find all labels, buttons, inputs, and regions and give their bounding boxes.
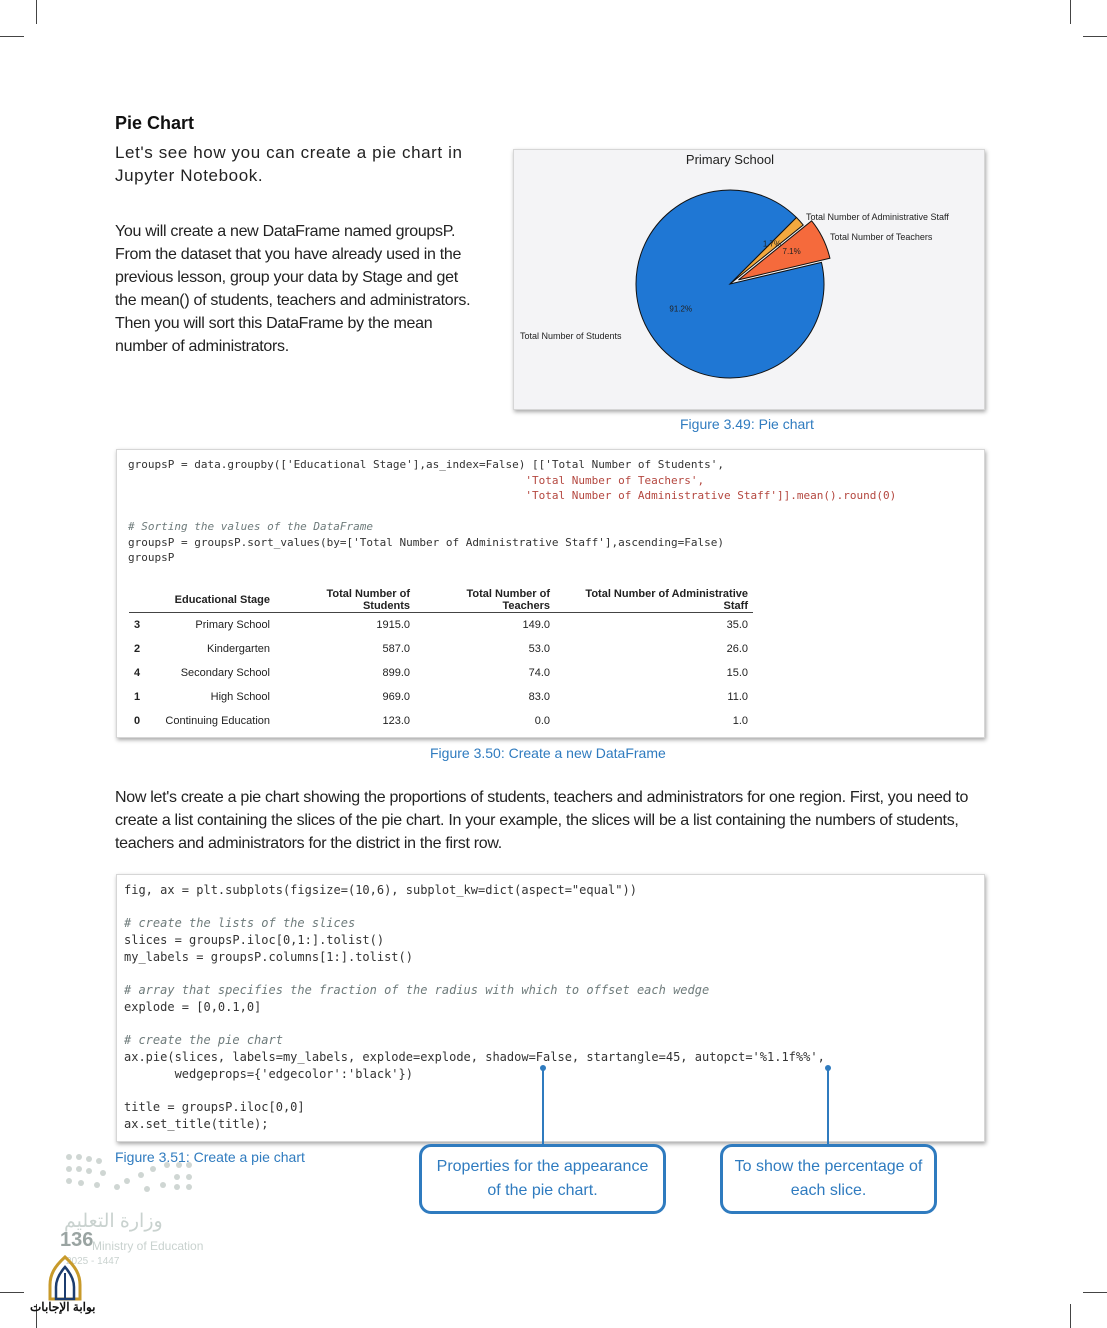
page-number: 136 bbox=[60, 1229, 94, 1251]
ministry-name-arabic: وزارة التعليم bbox=[64, 1211, 163, 1232]
code-line: ax.pie(slices, labels=my_labels, explode=explode, shadow=False, startangle=45, autopct='%1.1f%%', bbox=[124, 1050, 825, 1065]
table-cell: Secondary School bbox=[180, 667, 270, 679]
table-cell: 0.0 bbox=[534, 715, 550, 727]
intro-paragraph: Let's see how you can create a pie chart in Jupyter Notebook. bbox=[115, 143, 463, 185]
table-cell: 969.0 bbox=[382, 691, 410, 703]
crop-mark bbox=[1083, 1292, 1107, 1293]
code-line: groupsP bbox=[128, 551, 175, 564]
pie-percent-label: 1.7% bbox=[762, 239, 782, 249]
table-index: 0 bbox=[134, 715, 141, 727]
table-index: 4 bbox=[134, 667, 141, 679]
crop-mark bbox=[1070, 1304, 1071, 1328]
pie-slice-label: Total Number of Administrative Staff bbox=[806, 212, 949, 222]
table-header-cell: Total Number of Teachers bbox=[415, 588, 555, 613]
code-line: 'Total Number of Administrative Staff']].mean().round(0) bbox=[128, 489, 897, 502]
pie-percent-label: 7.1% bbox=[782, 246, 801, 256]
callout-autopct: To show the percentage of each slice. bbox=[720, 1144, 937, 1214]
callout-connector bbox=[542, 1070, 544, 1146]
table-index: 1 bbox=[134, 691, 141, 703]
pie-percent-label: 91.2% bbox=[669, 304, 693, 314]
pie-chart-figure bbox=[513, 149, 985, 410]
dataframe-table bbox=[129, 588, 753, 733]
figure-349-caption: Figure 3.49: Pie chart bbox=[680, 416, 814, 432]
table-index: 2 bbox=[134, 643, 141, 655]
table-cell: 1.0 bbox=[732, 715, 748, 727]
code-line: fig, ax = plt.subplots(figsize=(10,6), subplot_kw=dict(aspect="equal")) bbox=[124, 883, 637, 897]
figure-350-caption: Figure 3.50: Create a new DataFrame bbox=[430, 745, 666, 761]
code-comment: # create the pie chart bbox=[124, 1033, 283, 1048]
table-cell: 899.0 bbox=[382, 667, 410, 679]
body-paragraph-2: Now let's create a pie chart showing the proportions of students, teachers and administrators for one region. First, you need to create a list containing the slices of the pie chart. In your example, the slices will be a list containing the numbers of students, teachers and administrators for the district in the first row. bbox=[115, 789, 969, 852]
table-cell: 26.0 bbox=[726, 643, 748, 655]
table-cell: High School bbox=[210, 691, 270, 703]
table-cell: 15.0 bbox=[726, 667, 748, 679]
table-cell: Continuing Education bbox=[165, 715, 270, 727]
table-header-cell bbox=[129, 588, 153, 613]
ministry-name-english: Ministry of Education bbox=[92, 1239, 204, 1253]
table-header-cell: Educational Stage bbox=[153, 588, 275, 613]
code-block-pie bbox=[124, 882, 825, 1133]
table-index: 3 bbox=[134, 619, 141, 631]
table-row bbox=[129, 637, 753, 661]
crop-mark bbox=[1070, 0, 1071, 24]
chart-title: Primary School bbox=[685, 152, 775, 167]
table-cell: 74.0 bbox=[528, 667, 550, 679]
pie-chart-svg bbox=[514, 150, 984, 409]
table-header-row bbox=[129, 588, 753, 613]
table-cell: 53.0 bbox=[528, 643, 550, 655]
code-comment: # Sorting the values of the DataFrame bbox=[128, 520, 374, 533]
code-line: slices = groupsP.iloc[0,1:].tolist() bbox=[124, 933, 385, 948]
table-cell: 149.0 bbox=[522, 619, 550, 631]
table-row bbox=[129, 613, 753, 638]
code-line: groupsP = data.groupby(['Educational Stage'],as_index=False) [['Total Number of Students', bbox=[128, 458, 725, 471]
table-row bbox=[129, 661, 753, 685]
pie-slice-label: Total Number of Students bbox=[520, 331, 622, 341]
pie-code-figure bbox=[116, 874, 985, 1142]
crop-mark bbox=[1083, 36, 1107, 37]
table-header-cell: Total Number of Students bbox=[275, 588, 415, 613]
code-line: 'Total Number of Teachers', bbox=[128, 473, 705, 487]
site-logo-text: بوابة الإجابات bbox=[30, 1300, 96, 1314]
table-cell: Kindergarten bbox=[207, 643, 270, 655]
table-cell: 587.0 bbox=[382, 643, 410, 655]
table-cell: Primary School bbox=[195, 619, 270, 631]
callout-wedgeprops: Properties for the appearance of the pie chart. bbox=[419, 1144, 666, 1214]
code-line: my_labels = groupsP.columns[1:].tolist() bbox=[124, 949, 413, 964]
code-line: groupsP = groupsP.sort_values(by=['Total Number of Administrative Staff'],ascending=False) bbox=[128, 535, 725, 549]
year-label: 2025 - 1447 bbox=[66, 1256, 120, 1267]
site-logo-icon bbox=[44, 1255, 86, 1301]
crop-mark bbox=[0, 36, 24, 37]
code-line: explode = [0,0.1,0] bbox=[124, 999, 262, 1014]
table-cell: 35.0 bbox=[726, 619, 748, 631]
table-cell: 83.0 bbox=[528, 691, 550, 703]
code-line: title = groupsP.iloc[0,0] bbox=[124, 1100, 305, 1115]
table-row bbox=[129, 709, 753, 733]
pie-slice-label: Total Number of Teachers bbox=[830, 232, 933, 242]
dataframe-code-figure bbox=[116, 449, 985, 738]
table-cell: 1915.0 bbox=[376, 619, 410, 631]
table-cell: 11.0 bbox=[727, 691, 748, 703]
table-row bbox=[129, 685, 753, 709]
code-line: ax.set_title(title); bbox=[124, 1116, 269, 1131]
code-line: wedgeprops={'edgecolor':'black'}) bbox=[124, 1066, 413, 1081]
crop-mark bbox=[36, 0, 37, 24]
table-cell: 123.0 bbox=[382, 715, 410, 727]
section-title: Pie Chart bbox=[115, 113, 195, 133]
callout-connector bbox=[827, 1070, 829, 1146]
body-paragraph-1: You will create a new DataFrame named groupsP. From the dataset that you have already used in the previous lesson, group your data by Stage and get the mean() of students, teachers and administrators. Then you will sort this DataFrame by the mean number of administrators. bbox=[115, 223, 471, 355]
table-header-cell: Total Number of Administrative Staff bbox=[555, 588, 753, 613]
figure-351-caption: Figure 3.51: Create a pie chart bbox=[115, 1149, 305, 1165]
code-comment: # create the lists of the slices bbox=[124, 916, 356, 931]
crop-mark bbox=[0, 1292, 24, 1293]
code-block-groupby bbox=[128, 457, 896, 566]
code-comment: # array that specifies the fraction of the radius with which to offset each wedge bbox=[124, 983, 710, 998]
